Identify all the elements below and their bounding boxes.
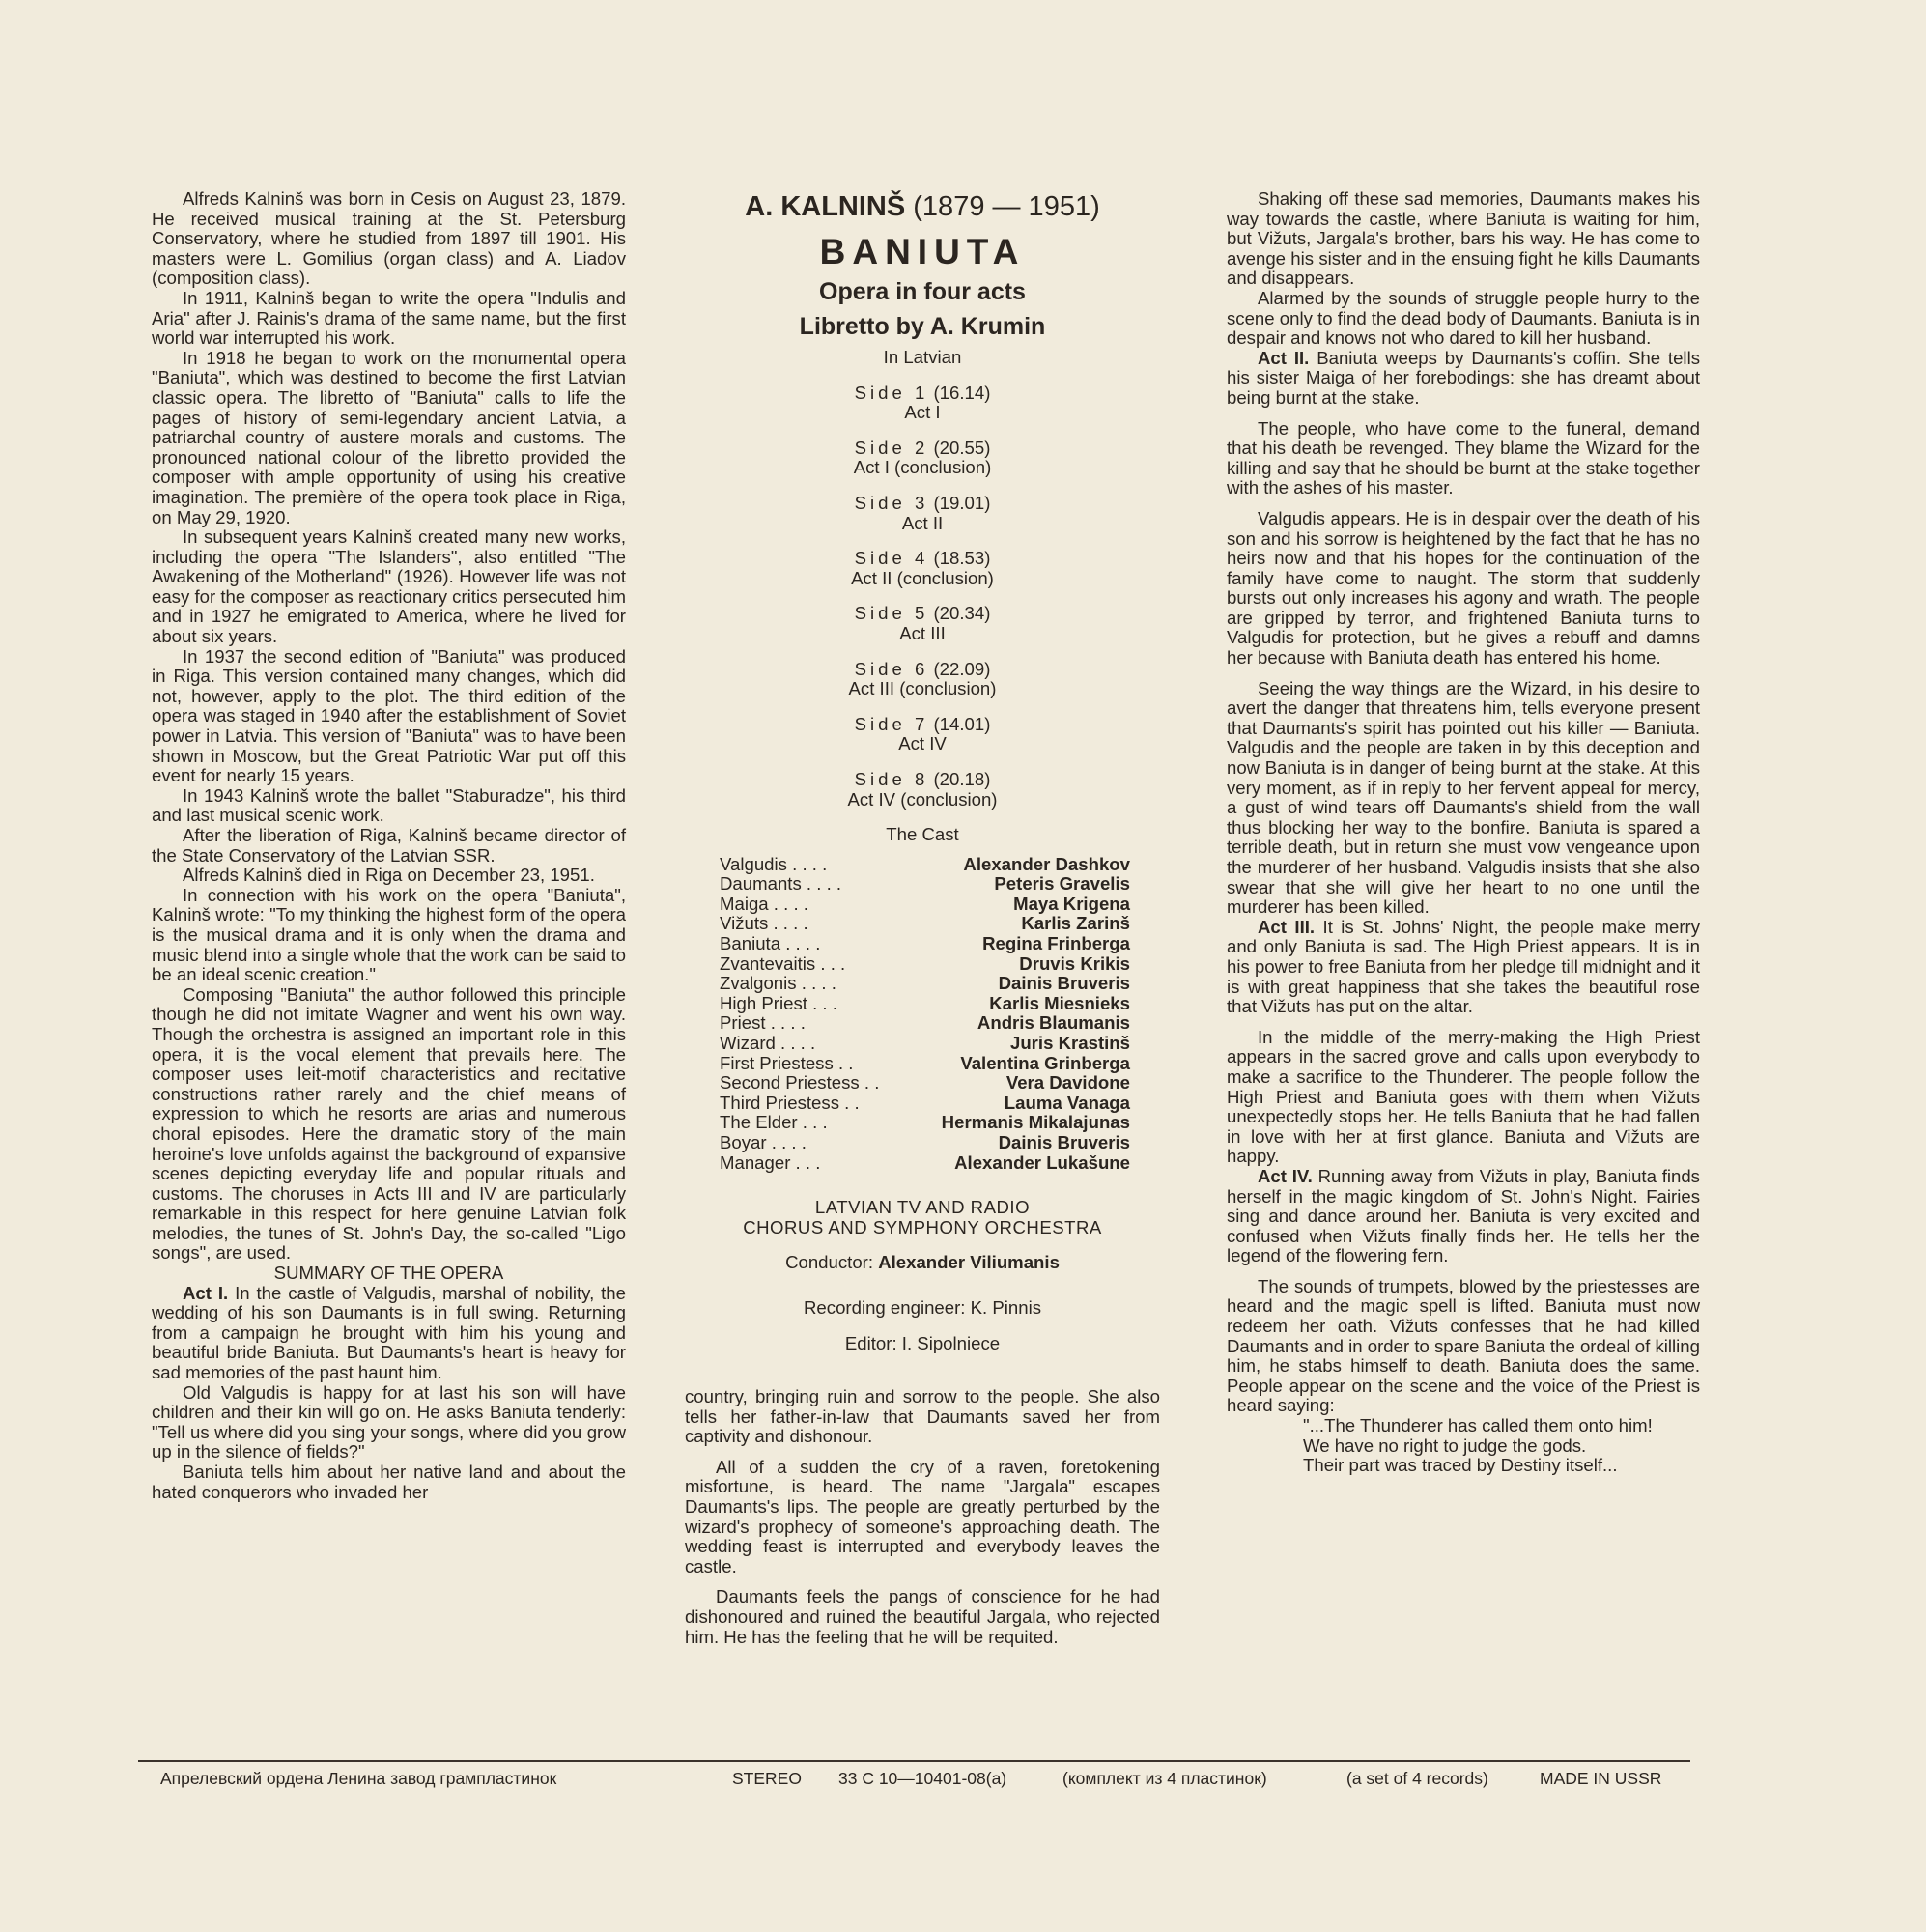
libretto-line: Libretto by A. Krumin	[799, 313, 1046, 340]
summary-paragraph: Seeing the way things are the Wizard, in his desire to avert the danger that threatens him, tells everyone present that Daumants's spirit has pointed out his killer — Baniuta. Valgudis and the people are taken in by this deception and now Baniuta is in danger of being burnt at the stake. At this very moment, as if in reply to her fervent appeal for mercy, a gust of wind tears off Daumants's shield from the wall thus blocking her way to the bonfire. Baniuta is spared a terrible death, but in return she must vow vengeance upon the murderer of her husband. Valgudis insists that she also swear that she will give her heart to no one until the murderer has been killed.	[1227, 677, 1700, 918]
summary-heading: SUMMARY OF THE OPERA	[273, 1263, 504, 1284]
summary-paragraph: country, bringing ruin and sorrow to the people. She also tells her father-in-law that Daumants saved her from captivity and dishonour.	[685, 1386, 1160, 1447]
summary-paragraph: Baniuta tells him about her native land and about the hated conquerors who invaded her	[152, 1462, 626, 1502]
bio-paragraph: In subsequent years Kalninš created many new works, including the opera "The Islanders", also entitled "The Awakening of the Motherland" (1926). However life was not easy for the composer as reactionary critics persecuted him and in 1927 he emigrated to America, where he lived for about six years.	[152, 526, 626, 647]
bio-paragraph: After the liberation of Riga, Kalninš became director of the State Conservatory of the Latvian SSR.	[152, 825, 626, 866]
middle-column-continued	[685, 1387, 1160, 1647]
cast-row: High Priest . . . Karlis Miesnieks	[720, 992, 1130, 1013]
summary-paragraph: Valgudis appears. He is in despair over the death of his son and his sorrow is heightened by the fact that he has no heirs now and that his hopes for the continuation of the family have come to naught. The storm that suddenly bursts out only increases his agony and wrath. The people are gripped by terror, and frightened Baniuta turns to Valgudis for protection, but he gives a rebuff and damns her because with Baniuta death has entered his home.	[1227, 507, 1700, 668]
cast-row: Manager . . . Alexander Lukašune	[720, 1151, 1130, 1173]
act3-paragraph: Act III. It is St. Johns' Night, the people make merry and only Baniuta is sad. The High Priest appears. It is in his power to free Baniuta from her pledge till midnight and it is with great happiness that she takes the beautiful rose that Vižuts has put on the altar.	[1227, 916, 1700, 1017]
composer-years: (1879 — 1951)	[905, 191, 1100, 222]
cast-row: Wizard . . . . Juris Krastinš	[720, 1033, 1130, 1054]
summary-paragraph: Old Valgudis is happy for at last his son will have children and their kin will go on. He asks Baniuta tenderly: "Tell us where did you sing your songs, where did you grow up in the silence of fields?"	[152, 1381, 626, 1463]
language-line: In Latvian	[883, 347, 962, 367]
cast-row: Second Priestess . . Vera Davidone	[720, 1072, 1130, 1094]
middle-column	[676, 189, 1169, 1353]
act2-paragraph: Act II. Baniuta weeps by Daumants's coffin. She tells his sister Maiga of her forebodings: she has dreamt about being burnt at the stake.	[1227, 347, 1700, 408]
closing-quote: "...The Thunderer has called them onto him! We have no right to judge the gods. Their part was traced by Destiny itself...	[1303, 1415, 1653, 1476]
bio-paragraph: In 1918 he began to work on the monumental opera "Baniuta", which was destined to become the first Latvian classic opera. The libretto of "Baniuta" calls to life the pages of history of semi-legendary ancient Latvia, a patriarchal country of austere morals and customs. The pronounced national colour of the libretto provided the composer with ample opportunity of using his creative imagination. The première of the opera took place in Riga, on May 29, 1920.	[152, 347, 626, 527]
bio-paragraph: In connection with his work on the opera "Baniuta", Kalninš wrote: "To my thinking the highest form of the opera is the musical drama and it is only when the drama and music blend into a single whole that the work can be said to be an ideal scenic creation."	[152, 884, 626, 985]
orchestra-credit: LATVIAN TV AND RADIO CHORUS AND SYMPHONY ORCHESTRA	[743, 1197, 1102, 1237]
bio-paragraph: Composing "Baniuta" the author followed this principle though he did not imitate Wagner and went his own way. Though the orchestra is assigned an important role in this opera, it is the vocal element that prevails here. The composer uses leit-motif characteristics and recitative constructions rather rarely and the chief means of expression to which he resorts are arias and numerous choral episodes. Here the dramatic story of the main heroine's love unfolds against the background of expansive scenes depicting everyday life and popular rituals and customs. The choruses in Acts III and IV are particularly remarkable in this respect for here genuine Latvian folk melodies, the tunes of St. John's Day, the so-called "Ligo songs", are used.	[152, 983, 626, 1264]
engineer-credit: Recording engineer: K. Pinnis	[804, 1296, 1041, 1318]
cast-row: Zvalgonis . . . . Dainis Bruveris	[720, 973, 1130, 994]
catalog-number: 33 С 10—10401-08(а)	[838, 1769, 1007, 1788]
summary-paragraph: Daumants feels the pangs of conscience for he had dishonoured and ruined the beautiful Jargala, who rejected him. He has the feeling that he will be requited.	[685, 1586, 1160, 1647]
cast-row: The Elder . . . Hermanis Mikalajunas	[720, 1112, 1130, 1133]
side-entry: Side 4 (18.53) Act II (conclusion)	[851, 548, 994, 588]
act3-label: Act III.	[1258, 916, 1316, 937]
cast-row: Vižuts . . . . Karlis Zarinš	[720, 913, 1130, 934]
cast-row: First Priestess . . Valentina Grinberga	[720, 1052, 1130, 1073]
left-column	[152, 189, 626, 1502]
opera-subtitle: Opera in four acts	[819, 278, 1026, 305]
act1-paragraph	[152, 1284, 626, 1383]
bio-paragraph: In 1911, Kalninš began to write the opera "Indulis and Aria" after J. Rainis's drama of the same name, but the first world war interrupted his work.	[152, 287, 626, 349]
cast-row: Daumants . . . . Peteris Gravelis	[720, 873, 1130, 895]
cast-list	[720, 855, 1130, 1174]
plant-name: Апрелевский ордена Ленина завод грампластинок	[160, 1769, 557, 1788]
side-entry: Side 5 (20.34) Act III	[854, 603, 991, 643]
set-russian: (комплект из 4 пластинок)	[1062, 1769, 1267, 1788]
bio-paragraph: Alfreds Kalninš died in Riga on December 23, 1951.	[183, 865, 595, 886]
cast-row: Maiga . . . . Maya Krigena	[720, 893, 1130, 914]
summary-paragraph: Alarmed by the sounds of struggle people hurry to the scene only to find the dead body of Daumants. Baniuta is in despair and knows not who dared to kill her husband.	[1227, 287, 1700, 349]
conductor-credit: Conductor: Alexander Viliumanis	[785, 1252, 1060, 1273]
stereo-label: STEREO	[732, 1769, 802, 1788]
act2-label: Act II.	[1258, 347, 1310, 368]
side-entry: Side 7 (14.01) Act IV	[854, 713, 991, 754]
side-entry: Side 8 (20.18) Act IV (conclusion)	[847, 768, 998, 810]
set-english: (a set of 4 records)	[1346, 1769, 1488, 1788]
summary-paragraph: Shaking off these sad memories, Daumants makes his way towards the castle, where Baniuta is waiting for him, but Vižuts, Jargala's brother, bars his way. He has come to avenge his sister and in the ensuing fight he kills Daumants and disappears.	[1227, 188, 1700, 289]
bio-paragraph: Alfreds Kalninš was born in Cesis on August 23, 1879. He received musical training at the St. Petersburg Conservatory, where he studied from 1897 till 1901. His masters were L. Gomilius (organ class) and A. Liadov (composition class).	[152, 188, 626, 289]
summary-paragraph: The sounds of trumpets, blowed by the priestesses are heard and the magic spell is lifted. Baniuta must now redeem her oath. Vižuts confesses that he had killed Daumants and in order to spare Baniuta the ordeal of killing him, he stabs himself to death. Baniuta does the same. People appear on the scene and the voice of the Priest is heard saying:	[1227, 1275, 1700, 1416]
editor-credit: Editor: I. Sipolniece	[844, 1332, 1001, 1353]
cast-row: Priest . . . . Andris Blaumanis	[720, 1012, 1130, 1034]
side-entry: Side 6 (22.09) Act III (conclusion)	[848, 658, 997, 699]
cast-row: Valgudis . . . . Alexander Dashkov	[720, 853, 1130, 874]
act4-label: Act IV.	[1258, 1165, 1313, 1186]
opera-title: BANIUTA	[819, 232, 1026, 271]
bio-paragraph: In 1937 the second edition of "Baniuta" was produced in Riga. This version contained many changes, which did not, however, apply to the plot. The third edition of the opera was staged in 1940 after the establishment of Soviet power in Latvia. This version of "Baniuta" was to have been shown in Moscow, but the Great Patriotic War put off this event for nearly 15 years.	[152, 645, 626, 786]
right-column	[1227, 189, 1700, 1476]
act1-text: In the castle of Valgudis, marshal of nobility, the wedding of his son Daumants is in full swing. Returning from a campaign he brought with him his young and beautiful bride Baniuta. But Daumants's heart is heavy for sad memories of the past haunt him.	[152, 1282, 626, 1383]
side-entry: Side 1 (16.14) Act I	[854, 382, 991, 423]
bio-paragraph: In 1943 Kalninš wrote the ballet "Staburadze", his third and last musical scenic work.	[152, 784, 626, 826]
composer-name: A. KALNINŠ	[745, 191, 906, 222]
footer-rule	[138, 1760, 1690, 1762]
cast-row: Boyar . . . . Dainis Bruveris	[720, 1132, 1130, 1152]
cast-row: Third Priestess . . Lauma Vanaga	[720, 1092, 1130, 1113]
side-entry: Side 2 (20.55) Act I (conclusion)	[853, 437, 992, 478]
act4-paragraph: Act IV. Running away from Vižuts in play, Baniuta finds herself in the magic kingdom of St. John's Night. Fairies sing and dance around her. Baniuta is very excited and confused when Vižuts finally finds her. He tells her the legend of the flowering fern.	[1227, 1165, 1700, 1266]
summary-paragraph: In the middle of the merry-making the High Priest appears in the sacred grove and calls upon everybody to make a sacrifice to the Thunderer. The people follow the High Priest and Baniuta goes with them when Vižuts unexpectedly stops her. He tells Baniuta that he had fallen in love with her at first glance. Baniuta and Vižuts are happy.	[1227, 1026, 1700, 1167]
summary-paragraph: The people, who have come to the funeral, demand that his death be revenged. They blame the Wizard for the killing and say that he should be burnt at the stake together with the ashes of his master.	[1227, 417, 1700, 498]
cast-heading: The Cast	[886, 824, 959, 845]
act1-label: Act I.	[183, 1282, 229, 1303]
cast-row: Zvantevaitis . . . Druvis Krikis	[720, 952, 1130, 974]
composer-line	[676, 189, 1169, 224]
made-in: MADE IN USSR	[1540, 1769, 1662, 1788]
summary-paragraph: All of a sudden the cry of a raven, foretokening misfortune, is heard. The name "Jargala" escapes Daumants's lips. The people are greatly perturbed by the wizard's prophecy of someone's approaching death. The wedding feast is interrupted and everybody leaves the castle.	[685, 1456, 1160, 1577]
side-entry: Side 3 (19.01) Act II	[854, 492, 991, 533]
cast-row: Baniuta . . . . Regina Frinberga	[720, 933, 1130, 954]
